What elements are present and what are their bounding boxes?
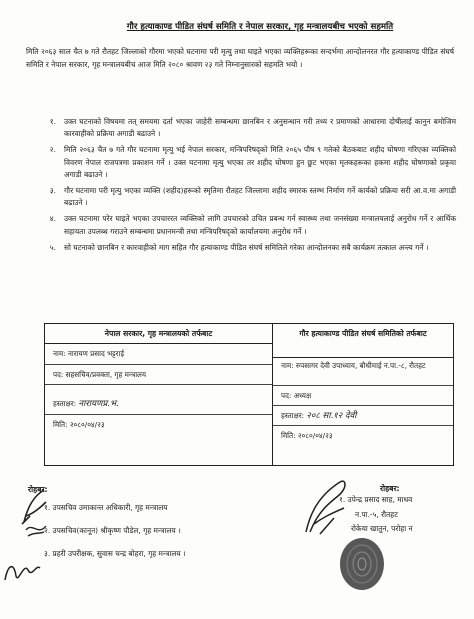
point-text: मिति २०६३ चैत ७ गते गौर घटनामा मृत्यु भई नेपाल सरकार, मन्त्रिपरिषद्को मिति २०६५ पौष ९ गतेको बैठकबाट शहीद घोषणा गरिएका व्यक्तिको विवरण नेपाल राजपत्रमा प्रकाशन गर्ने । उक्त घटनामा मृत्यु भएका तर शहीद घोषणा हुन छुट भएका मृतकहरूका हकमा शहीद घोषणाको प्रकृया अगाडी बढाउने । bbox=[64, 145, 457, 179]
signature-row bbox=[273, 406, 453, 426]
point-number: १. bbox=[49, 117, 56, 126]
agreement-point bbox=[26, 213, 456, 237]
agreement-point bbox=[26, 185, 456, 209]
witness-entry: १. उपेन्द्र प्रसाद साह, माधव bbox=[339, 495, 413, 504]
document-title: गौर हत्याकाण्ड पीडित संघर्ष समिति र नेपाल सरकार, गृह मन्त्रालयबीच भएको सहमति bbox=[126, 22, 394, 32]
witness-entry: रोकेया खातुन, परोहा न bbox=[351, 524, 413, 533]
witness-label-right: रोहबर: bbox=[380, 484, 400, 493]
handwritten-signature: नारायणप्र.भ. bbox=[78, 399, 119, 409]
signature-column-committee bbox=[273, 324, 453, 465]
signature-date: मिति: २०८०/०४/२३ bbox=[53, 420, 105, 429]
point-number: ३. bbox=[49, 186, 56, 196]
handwritten-signature: २०८ सा.१२ देवी bbox=[306, 411, 357, 421]
point-text: गौर घटनामा परी मृत्यु भएका व्यक्ति (शहीद)हरूको स्मृतिमा रौतहट जिल्लामा शहीद स्मारक स्तम्भ निर्माण गर्ने कार्यको प्रक्रिया सरी आ.व.मा अगाडी बढाउने । bbox=[64, 186, 456, 208]
fingerprint-stamp-icon bbox=[336, 530, 392, 594]
witness-list-left bbox=[44, 496, 186, 565]
signature-scribble-icon bbox=[24, 520, 48, 540]
column-heading: गौर हत्याकाण्ड पीडित संघर्ष समितिको तर्फबाट bbox=[273, 324, 453, 358]
witness-entry: ३. प्रहरी उपरीक्षक, सुवास चन्द्र बोहरा, गृह मन्त्रालय । bbox=[44, 549, 186, 558]
agreement-point bbox=[26, 144, 456, 181]
signature-row bbox=[45, 385, 272, 415]
agreement-points bbox=[26, 116, 456, 258]
signature-label: हस्ताक्षर: bbox=[53, 399, 77, 408]
signatory-post: पद: सहसचिव/प्रवक्ता, गृह मन्त्रालय bbox=[45, 365, 272, 386]
point-text: उक्त घटनामा परेर घाइते भएका उपचाररत व्यक्तिको लागि उपचारको उचित प्रबन्ध गर्न स्वास्थ्य तथा जनसंख्या मन्त्रालयलाई अनुरोध गर्ने र आर्थिक सहायता उपलब्ध गराउने सम्बन्धमा प्रधानमन्त्री तथा मन्त्रिपरिषद्को कार्यालयमा अनुरोध गर्ने । bbox=[64, 214, 456, 236]
agreement-point bbox=[26, 116, 456, 140]
intro-paragraph: मिति २०६३ साल चैत ७ गते रौतहट जिल्लाको गौरमा भएको घटनामा परी मृत्यु तथा घाइते भएका व्यक्तिहरूका सन्दर्भमा आन्दोलनरत गौर हत्याकाण्ड पीडित संघर्ष समिति र नेपाल सरकार, गृह मन्त्रालयबीच आज मिति २०८० श्रावण २३ गते निम्नानुसारको सहमति भयो । bbox=[26, 47, 454, 69]
witness-label-left: रोहबर: bbox=[28, 485, 48, 494]
point-number: २. bbox=[49, 145, 56, 155]
signatory-post: पद: अध्यक्ष bbox=[273, 386, 453, 406]
signature-column-government bbox=[45, 324, 273, 465]
point-text: सो घटनाको छानबिन र कारवाहीको माग सहित गौर हत्याकाण्ड पीडित संघर्ष समितिले गरेका आन्दोलनका सबै कार्यक्रम तत्काल अन्त्य गर्ने । bbox=[64, 242, 429, 252]
witness-entry: २. उपसचिव(कानून) श्रीकृष्ण पौडेल, गृह मन्त्रालय । bbox=[44, 526, 181, 535]
point-number: ५. bbox=[49, 242, 56, 252]
signatory-name: नाम: नारायण प्रसाद भट्टराई bbox=[45, 344, 272, 365]
witness-entry: न.पा.-५, रौतहट bbox=[355, 509, 398, 519]
signature-scribble-icon bbox=[300, 474, 352, 538]
signature-table bbox=[44, 323, 454, 466]
point-text: उक्त घटनाको विषयमा तत् समयमा दर्ता भएका जाहेरी सम्बन्धमा छानबिन र अनुसन्धान गरी तथ्य र प्रमाणको आधारमा दोषीलाई कानुन बमोजिम कारवाहीको प्रक्रिया अगाडी बढाउने । bbox=[64, 117, 456, 139]
point-number: ४. bbox=[49, 214, 56, 224]
witness-entry: १. उपसचिव उमाकान्त अधिकारी, गृह मन्त्रालय bbox=[44, 503, 168, 512]
signatory-name: नाम: रुपसागर देवी उपाध्याय, बौधीमाई न.पा.-८, रौतहट bbox=[273, 358, 453, 386]
column-heading: नेपाल सरकार, गृह मन्त्रालयको तर्फबाट bbox=[45, 324, 272, 344]
signature-date: मिति: २०८०/०४/२३ bbox=[281, 431, 333, 440]
signature-scribble-icon bbox=[2, 556, 42, 586]
agreement-point bbox=[26, 242, 456, 254]
signature-label: हस्ताक्षर: bbox=[281, 411, 305, 420]
